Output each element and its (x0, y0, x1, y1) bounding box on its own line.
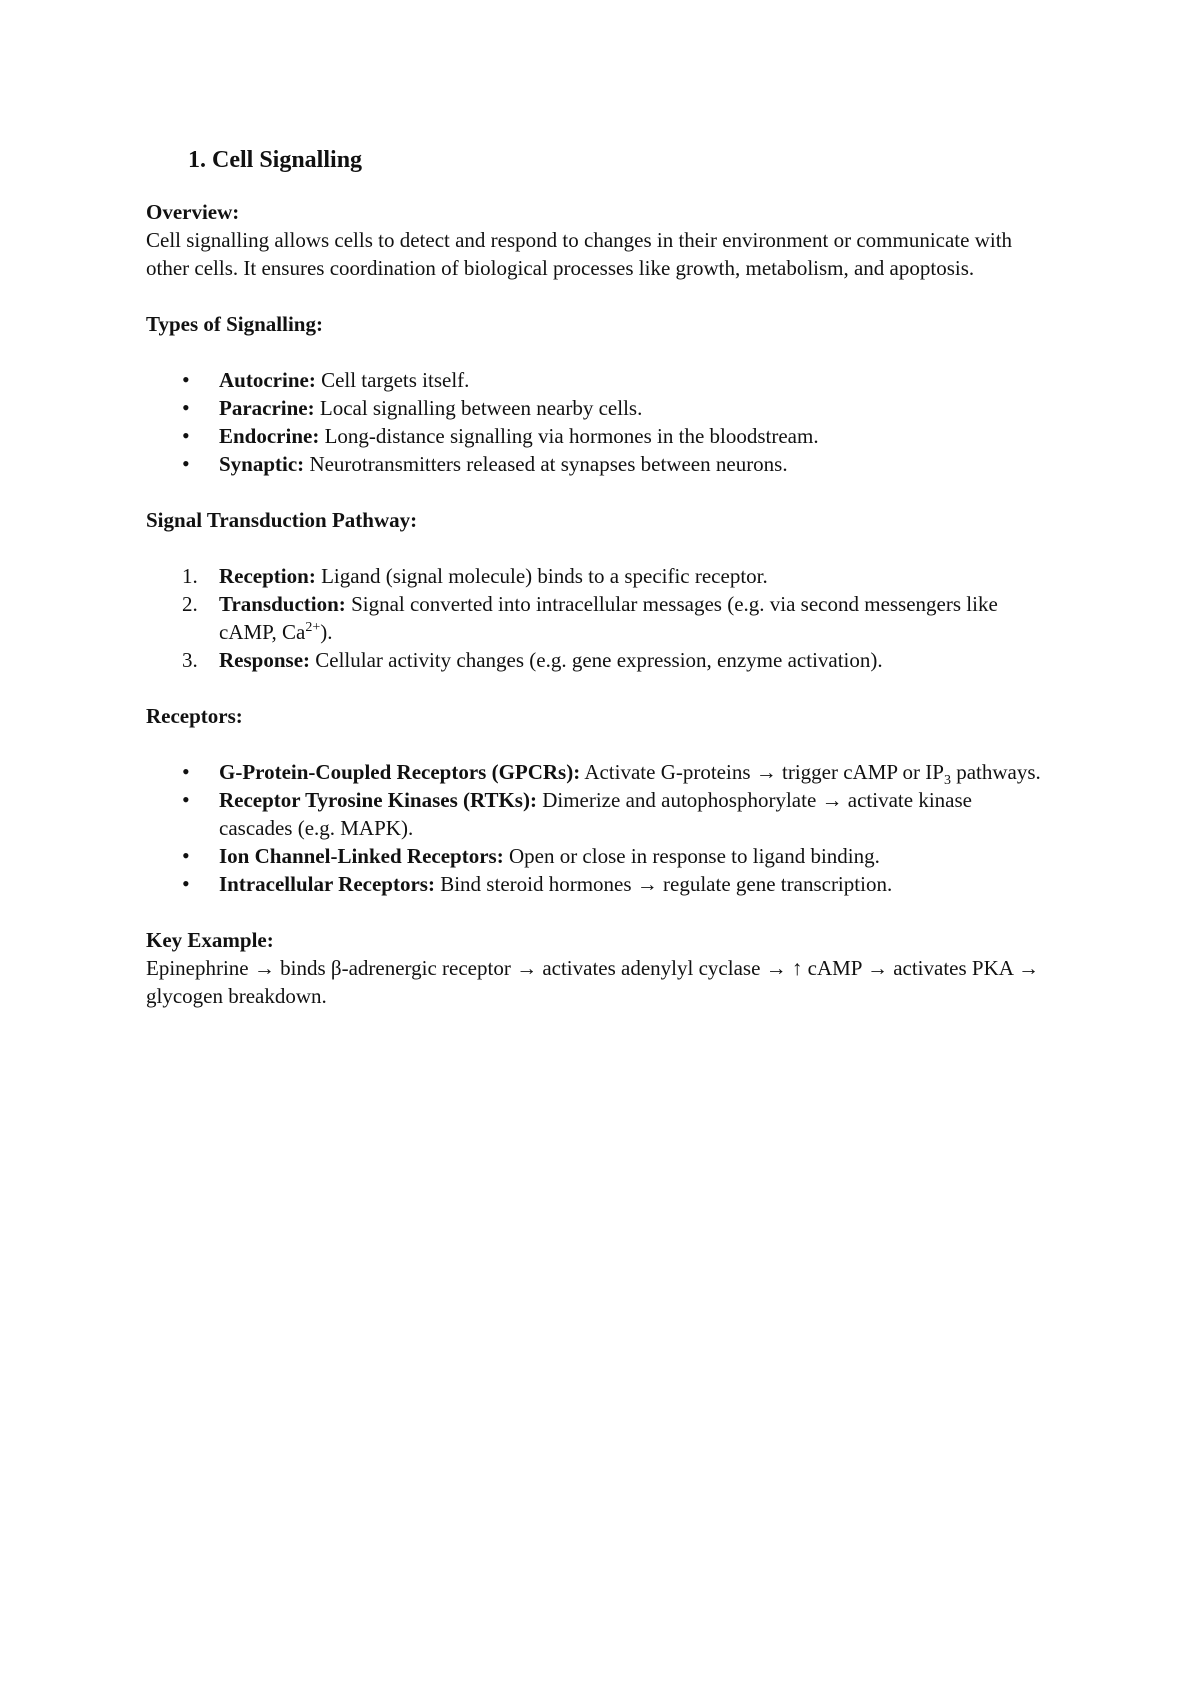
example-heading: Key Example: (146, 928, 274, 952)
bullet-marker: • (182, 395, 190, 420)
spacer (146, 338, 1046, 366)
list-item (146, 394, 1046, 422)
superscript: 2+ (305, 620, 321, 635)
list-item (146, 870, 1046, 898)
item-desc: Cell targets itself. (321, 368, 470, 392)
document-body (146, 142, 1046, 1010)
list-item (146, 842, 1046, 870)
bullet-marker: • (182, 451, 190, 476)
item-desc: Activate G-proteins → trigger cAMP or IP (584, 760, 944, 784)
spacer (146, 730, 1046, 758)
list-item (146, 758, 1046, 789)
item-term: Synaptic: (219, 452, 305, 476)
pathway-heading: Signal Transduction Pathway: (146, 508, 418, 532)
item-term: Transduction: (219, 592, 346, 616)
example-text: Epinephrine → binds β-adrenergic receptor → activates adenylyl cyclase → ↑ cAMP → activates PKA → glycogen breakdown. (146, 956, 1040, 1008)
bullet-marker: • (182, 367, 190, 392)
receptors-list (146, 758, 1046, 898)
item-term: Paracrine: (219, 396, 315, 420)
bullet-marker: • (182, 759, 190, 784)
pathway-list (146, 562, 1046, 674)
item-term: Intracellular Receptors: (219, 872, 435, 896)
item-term: Autocrine: (219, 368, 316, 392)
list-item (146, 562, 1046, 590)
spacer (146, 282, 1046, 310)
item-term: Ion Channel-Linked Receptors: (219, 844, 504, 868)
overview-text: Cell signalling allows cells to detect and respond to changes in their environment or communicate with other cells. It ensures coordination of biological processes like growth, metabolism, and apoptosis. (146, 228, 1013, 280)
item-desc: Ligand (signal molecule) binds to a specific receptor. (321, 564, 768, 588)
overview-heading: Overview: (146, 200, 240, 224)
item-desc: Neurotransmitters released at synapses between neurons. (309, 452, 788, 476)
item-term: Endocrine: (219, 424, 320, 448)
list-item (146, 450, 1046, 478)
list-item (146, 786, 1046, 842)
item-desc: Dimerize and autophosphorylate → activate kinase cascades (e.g. MAPK). (219, 788, 972, 840)
list-item (146, 590, 1046, 646)
types-heading: Types of Signalling: (146, 312, 323, 336)
spacer (146, 478, 1046, 506)
subscript: 3 (943, 773, 951, 789)
item-desc: Cellular activity changes (e.g. gene expression, enzyme activation). (315, 648, 883, 672)
item-desc: Bind steroid hormones → regulate gene transcription. (440, 872, 893, 896)
item-desc-end: ). (320, 620, 333, 644)
bullet-marker: • (182, 843, 190, 868)
item-term: Reception: (219, 564, 316, 588)
types-list (146, 366, 1046, 478)
list-item (146, 646, 1046, 674)
item-term: Receptor Tyrosine Kinases (RTKs): (219, 788, 537, 812)
item-desc: Signal converted into intracellular messages (e.g. via second messengers like cAMP, Ca (219, 592, 998, 644)
item-desc: Long-distance signalling via hormones in the bloodstream. (324, 424, 819, 448)
list-item (146, 366, 1046, 394)
bullet-marker: • (182, 787, 190, 812)
bullet-marker: • (182, 423, 190, 448)
step-number: 1. (182, 564, 198, 588)
spacer (146, 898, 1046, 926)
item-desc: Open or close in response to ligand binding. (508, 844, 880, 868)
step-number: 2. (182, 592, 198, 616)
receptors-heading: Receptors: (146, 704, 243, 728)
step-number: 3. (182, 648, 198, 672)
spacer (146, 534, 1046, 562)
page-title: 1. Cell Signalling (188, 147, 363, 173)
spacer (146, 674, 1046, 702)
list-item (146, 422, 1046, 450)
item-desc: Local signalling between nearby cells. (319, 396, 643, 420)
item-desc-end: pathways. (950, 760, 1041, 784)
item-term: Response: (219, 648, 311, 672)
item-term: G-Protein-Coupled Receptors (GPCRs): (219, 760, 581, 784)
bullet-marker: • (182, 871, 190, 896)
